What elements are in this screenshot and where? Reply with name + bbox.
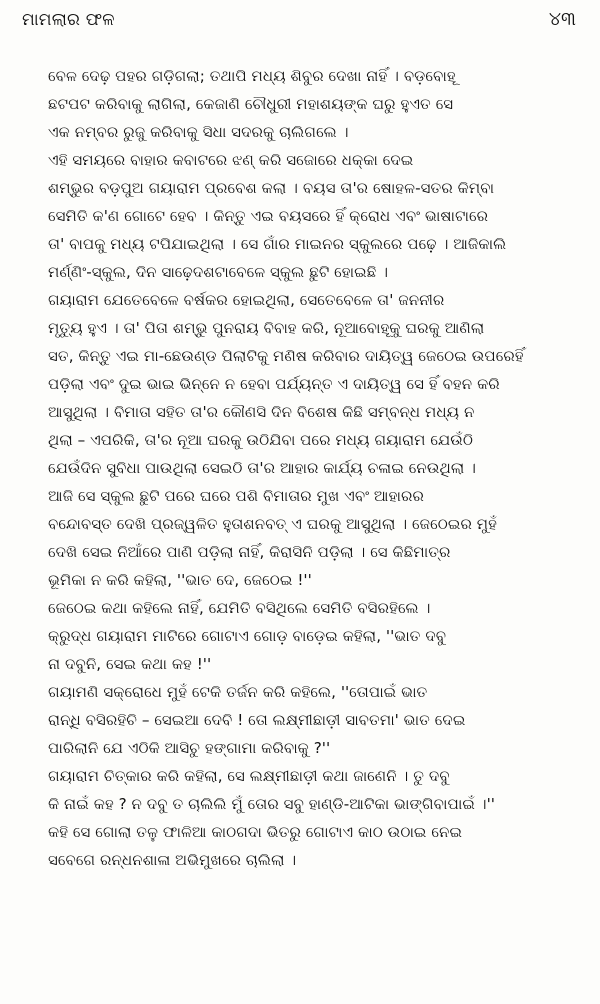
text-line: କ୍ରୁଦ୍ଧ ଗୟାରାମ ମାଟିରେ ଗୋଟାଏ ଗୋଡ଼ ବାଡ଼େଇ କହିଲା, ''ଭାତ ଦବୁ (48, 627, 447, 645)
paragraph (22, 146, 580, 286)
text-line: ଏକ ନମ୍ବର ରୁଜୁ କରିବାକୁ ସିଧା ସଦରକୁ ଚାଲିଗଲେ । (48, 123, 349, 141)
chapter-title: ମାମଲାର ଫଳ (22, 10, 115, 30)
running-header (22, 8, 580, 42)
text-line: ମୃତ୍ୟୁ ହୁଏ । ତା' ପିତା ଶମ୍ଭୁ ପୁନରାୟ ବିବାହ କରି, ନୂଆବୋହୂକୁ ଘରକୁ ଆଣିଲା (48, 319, 485, 337)
text-line: ଜେଠେଇ କଥା କହିଲେ ନାହିଁ, ଯେମିତି ବସିଥିଲେ ସେମିତି ବସିରହିଲେ । (48, 599, 431, 617)
text-line: ସତ, କିନ୍ତୁ ଏଇ ମା-ଛେଉଣ୍ଡ ପିଲାଟିକୁ ମଣିଷ କରିବାର ଦାୟିତ୍ୱ ଜେଠେଇ ଉପରେହିଁ (48, 347, 524, 365)
text-line: ଆଜି ସେ ସ୍କୁଲ ଛୁଟି ପରେ ଘରେ ପଶି ବିମାତାର ମୁଖ ଏବଂ ଆହାରର (48, 487, 424, 505)
paragraph (22, 678, 580, 762)
text-line: ଯେଉଁଦିନ ସୁବିଧା ପାଉଥିଲା ସେଇଠି ତା'ର ଆହାର କାର୍ଯ୍ୟ ଚଳାଇ ନେଉଥିଲା । (48, 459, 477, 477)
text-line: କି ନାଇଁ କହ ? ନ ଦବୁ ତ ଚାଲିଲି ମୁଁ ତୋର ସବୁ ହାଣ୍ଡି-ଆଟିକା ଭାଙ୍ଗିବାପାଇଁ ।'' (48, 795, 495, 813)
text-line: ସବେଗେ ରନ୍ଧନଶାଳା ଅଭିମୁଖରେ ଚାଲିଲା । (48, 851, 297, 869)
text-line: ତା' ବାପକୁ ମଧ୍ୟ ଟପିଯାଇଥିଲା । ସେ ଗାଁର ମାଇନର ସ୍କୁଲରେ ପଢ଼େ । ଆଜିକାଲି (48, 235, 507, 253)
paragraph (22, 594, 580, 622)
text-line: ମର୍ଣ୍ଣିଂ-ସ୍କୁଲ, ଦିନ ସାଢ଼େଦଶଟାବେଳେ ସ୍କୁଲ ଛୁଟି ହୋଇଛି । (48, 263, 389, 281)
text-line: ବନ୍ଦୋବସ୍ତ ଦେଖି ପ୍ରଜ୍ୱଳିତ ହୁତାଶନବତ୍ ଏ ଘରକୁ ଆସୁଥିଲା । ଜେଠେଇର ମୁହଁ (48, 515, 498, 533)
paragraph (22, 482, 580, 594)
text-line: ପାରିଲାନି ଯେ ଏଠିକି ଆସିଚୁ ହଙ୍ଗାମା କରିବାକୁ ?'' (48, 739, 331, 757)
text-line: ଗୟାରାମ ଯେତେବେଳେ ବର୍ଷକର ହୋଇଥିଲା, ସେତେବେଳେ ତା' ଜନନୀର (48, 291, 445, 309)
paragraph (22, 62, 580, 146)
text-line: ଆସୁଥିଲା । ବିମାତା ସହିତ ତା'ର କୌଣସି ଦିନ ବିଶେଷ କିଛି ସମ୍ବନ୍ଧ ମଧ୍ୟ ନ (48, 403, 475, 421)
text-line: ସେମିତି କ'ଣ ଗୋଟେ ହେବ । କିନ୍ତୁ ଏଇ ବୟସରେ ହିଁ କ୍ରୋଧ ଏବଂ ଭାଷାଟାରେ (48, 207, 489, 225)
paragraph (22, 286, 580, 482)
text-line: ଗୟାମଣି ସକ୍ରୋଧେ ମୁହଁ ଟେକି ତର୍ଜନ କରି କହିଲେ, ''ତୋପାଇଁ ଭାତ (48, 683, 428, 701)
text-line: ଛଟପଟ କରିବାକୁ ଲାଗିଲା, କେଜାଣି ଚୌଧୁରୀ ମହାଶୟଙ୍କ ଘରୁ ହୁଏତ ସେ (48, 95, 454, 113)
paragraph (22, 762, 580, 874)
text-line: କହି ସେ ଗୋଲା ତଳୁ ଫାଳିଆ କାଠଗଦା ଭିତରୁ ଗୋଟାଏ କାଠ ଉଠାଇ ନେଇ (48, 823, 463, 841)
page-number: ୪୩ (548, 8, 576, 30)
text-line: ପଡ଼ିଲା ଏବଂ ଦୁଇ ଭାଇ ଭିନ୍ନେ ନ ହେବା ପର୍ଯ୍ୟନ୍ତ ଏ ଦାୟିତ୍ୱ ସେ ହିଁ ବହନ କରି (48, 375, 500, 393)
text-line: ନା ଦବୁନି, ସେଇ କଥା କହ !'' (48, 655, 212, 673)
text-line: ଥିଲା – ଏପରିକି, ତା'ର ନୂଆ ଘରକୁ ଉଠିଯିବା ପରେ ମଧ୍ୟ ଗୟାରାମ ଯେଉଁଠି (48, 431, 474, 449)
text-line: ଦେଖି ସେଇ ନିଆଁରେ ପାଣି ପଡ଼ିଲା ନାହିଁ, କିରାସିନି ପଡ଼ିଲା । ସେ କିଛିମାତ୍ର (48, 543, 451, 561)
text-line: ଭୂମିକା ନ କରି କହିଲା, ''ଭାତ ଦେ, ଜେଠେଇ !'' (48, 571, 312, 589)
text-line: ଗୟାରାମ ଚିତ୍କାର କରି କହିଲା, ସେ ଲକ୍ଷ୍ମୀଛାଡ଼ୀ କଥା ଜାଣେନି । ତୁ ଦବୁ (48, 767, 450, 785)
text-line: ବେଳ ଦେଢ଼ ପହର ଗଡ଼ିଗଲା; ତଥାପି ମଧ୍ୟ ଶିବୁର ଦେଖା ନାହିଁ । ବଡ଼ବୋହୂ (48, 67, 456, 85)
body-text (22, 62, 580, 874)
text-line: ରାନ୍ଧି ବସିରହିଚି – ସେଇଆ ଦେବି ! ତୋ ଲକ୍ଷ୍ମୀଛାଡ଼ୀ ସାବତମା' ଭାତ ଦେଇ (48, 711, 466, 729)
paragraph (22, 622, 580, 678)
text-line: ଶମ୍ଭୁର ବଡ଼ପୁଅ ଗୟାରାମ ପ୍ରବେଶ କଲା । ବୟସ ତା'ର ଷୋହଳ-ସତର କିମ୍ବା (48, 179, 495, 197)
text-line: ଏହି ସମୟରେ ବାହାର କବାଟରେ ଝଣ୍ କରି ସଜୋରେ ଧକ୍କା ଦେଇ (48, 151, 414, 169)
